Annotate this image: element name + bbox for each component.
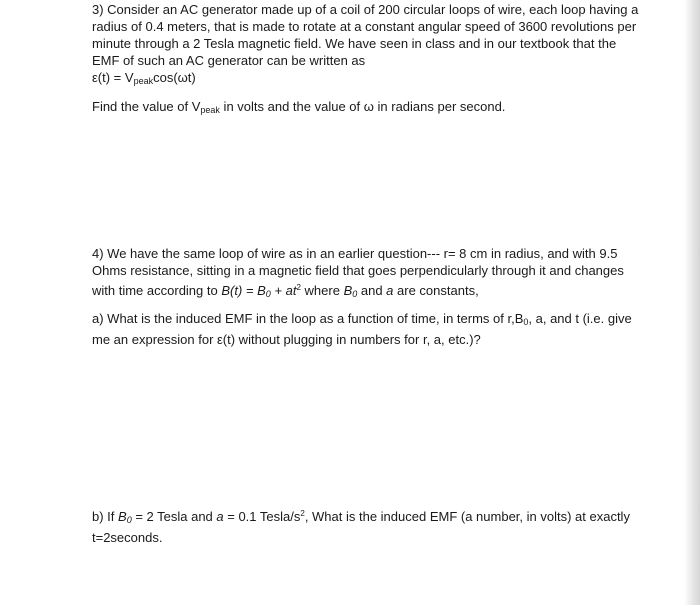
question-4a bbox=[92, 310, 632, 348]
find-text-tail: in volts and the value of ω in radians per second. bbox=[219, 99, 506, 114]
q4b-line bbox=[92, 505, 630, 529]
q4-line bbox=[92, 279, 622, 303]
q4a-text: a) What is the induced EMF in the loop as a function of time, in terms of r,B bbox=[92, 311, 524, 326]
q4-text: and bbox=[357, 283, 387, 298]
q4-text: where bbox=[300, 283, 344, 298]
equation-lhs: ε(t) = V bbox=[92, 70, 134, 85]
q4a-subscript: 0 bbox=[523, 317, 529, 327]
var-a: a bbox=[386, 283, 394, 298]
q4b-superscript: 2 bbox=[300, 509, 305, 518]
q4b-text: = 0.1 Tesla/s bbox=[223, 509, 301, 524]
q3-line: EMF of such an AC generator can be written as bbox=[92, 53, 366, 68]
formula-subscript: 0 bbox=[265, 289, 271, 299]
q4b-text: = 2 Tesla and bbox=[131, 509, 217, 524]
var-b0-subscript: 0 bbox=[352, 289, 358, 299]
field-formula: B(t) = B bbox=[221, 283, 266, 298]
q4-text: with time according to bbox=[92, 283, 222, 298]
question-3 bbox=[92, 1, 639, 90]
question-4b bbox=[92, 505, 630, 546]
q4-text: are constants, bbox=[393, 283, 479, 298]
formula-superscript: 2 bbox=[296, 283, 301, 292]
q4-line: 4) We have the same loop of wire as in an earlier question--- r= 8 cm in radius, and with 9.5 bbox=[92, 246, 618, 261]
field-formula-tail: + at bbox=[270, 283, 297, 298]
emf-equation bbox=[92, 69, 622, 90]
var-b0: B bbox=[343, 283, 353, 298]
q4a-line: me an expression for ε(t) without plugging in numbers for r, a, etc.)? bbox=[92, 332, 481, 347]
find-text: Find the value of V bbox=[92, 99, 201, 114]
page-edge-shadow bbox=[684, 0, 700, 605]
q3-line: minute through a 2 Tesla magnetic field. We have seen in class and in our textbook that the bbox=[92, 36, 617, 51]
equation-rhs: cos(ωt) bbox=[153, 70, 196, 85]
q4a-line bbox=[92, 310, 632, 331]
find-subscript: peak bbox=[200, 105, 220, 115]
q4b-line: t=2seconds. bbox=[92, 530, 163, 545]
q4a-text-tail: , a, and t (i.e. give bbox=[528, 311, 632, 326]
q3-line: radius of 0.4 meters, that is made to rotate at a constant angular speed of 3600 revolutions per bbox=[92, 19, 637, 34]
q4b-text-tail: , What is the induced EMF (a number, in volts) at exactly bbox=[304, 509, 630, 524]
var-b0-subscript: 0 bbox=[126, 515, 132, 525]
var-b0: B bbox=[118, 509, 127, 524]
find-line bbox=[92, 98, 622, 119]
question-3-find bbox=[92, 98, 622, 119]
q3-line: 3) Consider an AC generator made up of a coil of 200 circular loops of wire, each loop having a bbox=[92, 2, 639, 17]
question-4 bbox=[92, 245, 622, 303]
q4b-text: b) If bbox=[92, 509, 119, 524]
equation-subscript: peak bbox=[133, 76, 154, 86]
q4-line: Ohms resistance, sitting in a magnetic field that goes perpendicularly through it and changes bbox=[92, 263, 624, 278]
var-a: a bbox=[216, 509, 224, 524]
